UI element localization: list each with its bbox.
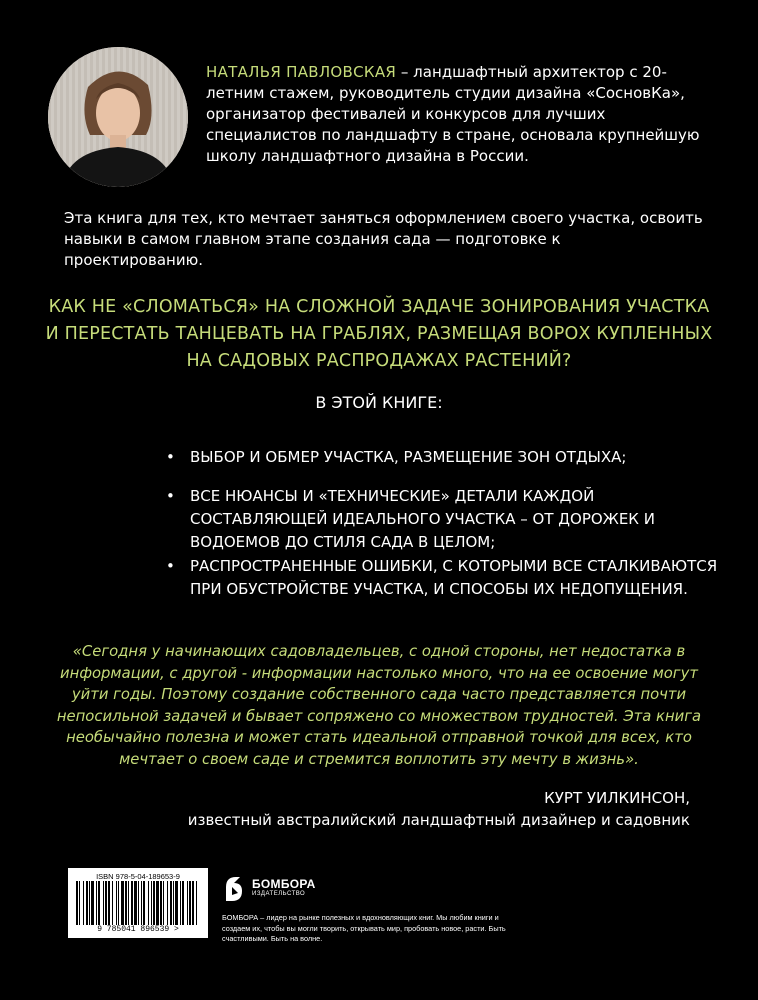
barcode-bar — [103, 881, 104, 925]
bullet-text: ВСЕ НЮАНСЫ И «ТЕХНИЧЕСКИЕ» ДЕТАЛИ КАЖДОЙ СОСТАВЛЯЮЩЕЙ ИДЕАЛЬНОГО УЧАСТКА – ОТ ДОРОЖЕК И ВОДОЕМОВ ДО СТИЛЯ САДА В ЦЕЛОМ; — [190, 487, 655, 551]
author-name: НАТАЛЬЯ ПАВЛОВСКАЯ — [206, 63, 397, 81]
barcode-bar — [98, 881, 100, 925]
barcode-bar — [91, 881, 94, 925]
barcode-bar — [86, 881, 88, 925]
barcode-bar — [163, 881, 164, 925]
barcode-bar — [175, 881, 178, 925]
barcode-bar — [121, 881, 124, 925]
barcode-bar — [141, 881, 142, 925]
barcode-bar — [167, 881, 168, 925]
barcode-bar — [116, 881, 117, 925]
barcode-bar — [160, 881, 162, 925]
publisher-subtitle: ИЗДАТЕЛЬСТВО — [252, 891, 306, 897]
barcode-bar — [138, 881, 139, 925]
barcode-bar — [112, 881, 113, 925]
bullet-dot: • — [166, 448, 175, 466]
barcode-bar — [105, 881, 107, 925]
barcode-bar — [189, 881, 191, 925]
barcode-box — [68, 868, 208, 938]
barcode-bar — [118, 881, 119, 925]
barcode-bar — [108, 881, 110, 925]
barcode-bar — [131, 881, 133, 925]
quote-author-role: известный австралийский ландшафтный дизайнер и садовник — [187, 811, 690, 829]
publisher-name: БОМБОРА — [252, 877, 316, 891]
headline: КАК НЕ «СЛОМАТЬСЯ» НА СЛОЖНОЙ ЗАДАЧЕ ЗОНИРОВАНИЯ УЧАСТКА И ПЕРЕСТАТЬ ТАНЦЕВАТЬ НА ГРАБЛЯХ, РАЗМЕЩАЯ ВОРОХ КУПЛЕННЫХ НА САДОВЫХ РАСПРОДАЖАХ РАСТЕНИЙ? — [45, 297, 713, 371]
barcode-icon — [74, 881, 202, 925]
publisher-slogan: БОМБОРА – лидер на рынке полезных и вдохновляющих книг. Мы любим книги и создаем их, чтобы вы могли творить, открывать мир, пробовать новое, расти. Быть счастливыми. Быть на волне. — [222, 913, 506, 943]
isbn-text: ISBN 978-5-04-189653-9 — [96, 872, 180, 881]
barcode-bar — [182, 881, 184, 925]
barcode-bar — [192, 881, 194, 925]
barcode-bar — [187, 881, 188, 925]
barcode-bar — [148, 881, 149, 925]
barcode-number: 9 785041 896539 > — [97, 925, 179, 934]
barcode-bar — [156, 881, 159, 925]
bullet-text: РАСПРОСТРАНЕННЫЕ ОШИБКИ, С КОТОРЫМИ ВСЕ СТАЛКИВАЮТСЯ ПРИ ОБУСТРОЙСТВЕ УЧАСТКА, И СПОСОБЫ ИХ НЕДОПУЩЕНИЯ. — [190, 557, 718, 598]
bullet-dot: • — [166, 557, 175, 575]
barcode-bar — [83, 881, 84, 925]
author-photo — [48, 47, 188, 187]
intro-paragraph: Эта книга для тех, кто мечтает заняться оформлением своего участка, освоить навыки в самом главном этапе создания сада — подготовке к проектированию. — [64, 209, 703, 269]
barcode-bar — [180, 881, 181, 925]
author-bio — [206, 62, 706, 167]
barcode-bar — [96, 881, 97, 925]
bullet-dot: • — [166, 487, 175, 505]
bullet-text: ВЫБОР И ОБМЕР УЧАСТКА, РАЗМЕЩЕНИЕ ЗОН ОТДЫХА; — [190, 448, 627, 466]
barcode-bar — [76, 881, 78, 925]
author-bio-text: – ландшафтный архитектор с 20-летним стажем, руководитель студии дизайна «СосновКа», организатор фестивалей и конкурсов для лучших специалистов по ландшафту в стране, основала крупнейшую школу ландшафтного дизайна в России. — [206, 63, 700, 165]
quote-author-name: КУРТ УИЛКИНСОН, — [544, 789, 690, 807]
review-quote: «Сегодня у начинающих садовладельцев, с одной стороны, нет недостатка в информации, с другой - информации настолько много, что на ее освоение могут уйти годы. Поэтому создание собственного сада часто представляется почти непосильной задачей и бывает сопряжено со множеством трудностей. Эта книга необычайно полезна и может стать идеальной отправной точкой для всех, кто мечтает о своем саде и стремится воплотить эту мечту в жизнь». — [56, 643, 702, 768]
barcode-bar — [196, 881, 197, 925]
author-portrait-image — [48, 47, 188, 187]
barcode-bar — [79, 881, 80, 925]
barcode-bar — [173, 881, 174, 925]
barcode-bar — [151, 881, 152, 925]
barcode-bar — [125, 881, 127, 925]
barcode-bar — [170, 881, 172, 925]
barcode-bar — [89, 881, 90, 925]
publisher-logo-icon — [222, 873, 248, 903]
barcode-bar — [143, 881, 145, 925]
section-title: В ЭТОЙ КНИГЕ: — [315, 393, 443, 412]
barcode-bar — [128, 881, 129, 925]
barcode-bar — [134, 881, 137, 925]
barcode-bar — [153, 881, 155, 925]
quote-author — [188, 787, 690, 831]
